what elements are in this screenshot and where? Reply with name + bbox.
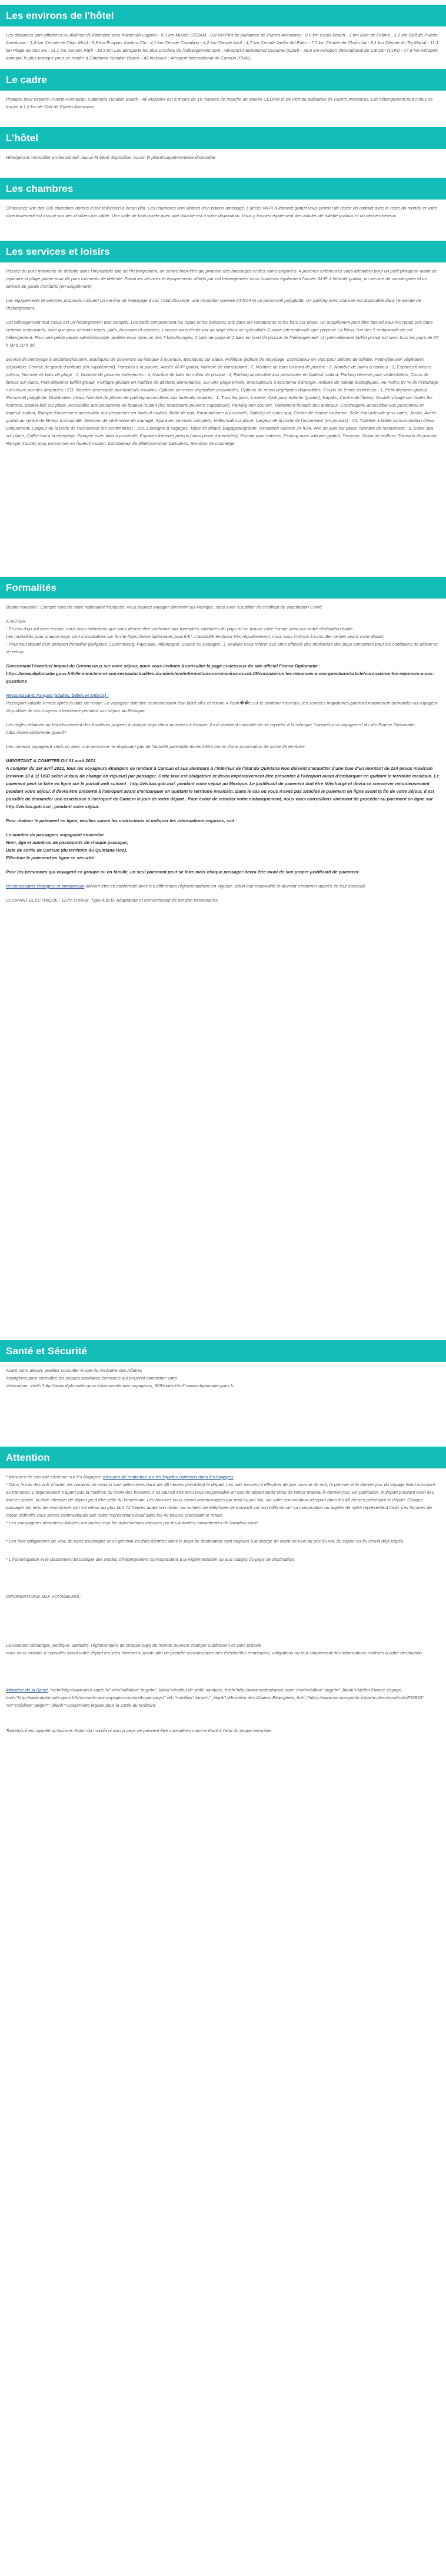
section-attention (0, 1447, 446, 2092)
section-title-cadre: Le cadre (0, 69, 446, 91)
attention-text-5: La situation climatique, politique, sanitaire, réglementaire de chaque pays du monde pouvant changer subitement et sans préavis nous vous invitons à consulter avant votre départ les sites Internet suivants afin de prendre connaissance des éventuelles restrictions, obligations ou tout simplement des informations relatives à votre destination. (6, 1643, 424, 1656)
section-chambres (0, 178, 446, 238)
formalites-text-4: Passeport valable 6 mois après la date de retour. Le voyageur doit être en possession d'un billet aller et retour. A l'entr��e sur le territoire mexicain, les services migratoires pourront notamment demander au voyageur de justifier de ses moyens d'existence pendant son séjour au Mexique. (6, 700, 438, 713)
attention-text-1a: * Mesures de sécurité aérienne sur les bagages: (6, 1474, 104, 1480)
attention-sante-link[interactable]: Ministère de la Santé (6, 1687, 48, 1693)
services-text-1: Passez de purs moments de détente dans l'incroyable spa de l'hébergement, un centre bien-être qui propose des massages et des soins corporels. 4 piscines extérieures vous attendent pour un petit plongeon avant de rejoindre la plage privée pour de purs moments de détente. Parmi les services et équipements offerts par cet hébergement vous trouverez également l'accès Wi-Fi à Internet gratuit, un service de conciergerie et un service de garde d'enfants (en supplément). (6, 268, 437, 289)
attention-text-1b: . * Dans le cas des vols charter, les horaires de ceux-ci sont déterminés dans les 48 heures précédent le départ. Les vols peuvent s'effectuer de jour comme de nuit, le premier et le dernier jour du voyage étant consacré au transport. L'organisateur n'ayant pas la maîtrise du choix des horaires, il se saurait être tenu pour responsable en cas de départ tardif et/ou de retour matinal le dernier jour. En particulier, le départ pouvant avoir lieu tard en soirée, la date effective de départ peut être celle du lendemain. Les horaires vous seront communiqués par mail ou par fax, sur votre convocation aéroport dans les 48 heures précédant le départ. Chaque passager est tenu de reconfirmer son vol retour au plus tard 72 heures avant son retour au numéro de téléphone se trouvant sur son billet ou sur sa convocation ou auprès de notre représentant local. Les horaires de retour définitifs vous seront communiqués par notre représentant local dans les 48 heures précédant le retour. * Les compagnies aériennes utilisées ont toutes reçu les autorisations requises par les autorités compétentes de l'aviation civile. (6, 1474, 435, 1525)
formalites-important-title: IMPORTANT A COMPTER DU 01 avril 2021 (6, 758, 95, 763)
section-title-environs: Les environs de l'hôtel (0, 5, 446, 26)
hotel-text: Hôte/gérant immobilier professionnel, Aucun lit bébé disponible, Aucun lit pliant/supplémentaire disponible (6, 155, 215, 160)
formalites-text-5: Les règles relatives au franchissement des frontières propres à chaque pays étant amenées à évoluer, il est vivement conseillé de se reporter à la rubrique "conseils aux voyageurs" du site France Diplomatie, https://www.diplomatie.gouv.fr/. (6, 722, 416, 735)
section-title-chambres: Les chambres (0, 178, 446, 200)
environs-text: Les distances sont affichées au dixième de kilomètre près Kantenah Lagoon - 0,3 km Musée CEDAM - 0,8 km Port de plaisance de Puerto Aventuras - 0,9 km Oasis Beach - 1 km Baie de Fatima - 1,2 km Golf de Puerto Aventuras - 1,4 km Cénote de Chac Mool - 3,9 km Écoparc Kantun Chi - 4,1 km Cénote Cristalino - 4,2 km Cénote Azul - 4,7 km Cénote Jardin del Eden - 7,7 km Cénote de Chikin-ha - 8,1 km Cénote du Taj Mahal - 11,1 km Plage de Xpu Ha - 11,1 km Xenses Park - 16,3 km Les aéroports les plus proches de l'hébergement sont : Aéroport international Cozumel (CZM) - 39,6 km Aéroport international de Cancún (CUN) - 77,8 km Aéroport principal le plus pratique pour se rendre à Catalonia Yucatan Beach - All Inclusive : Aéroport international de Cancún (CUN). (6, 32, 439, 61)
section-title-services: Les services et loisirs (0, 241, 446, 262)
section-sante (0, 1340, 446, 1444)
attention-text-2: * Les frais obligatoires de visa, de carte touristique et en général les frais d'entrée dans le pays de destination sont toujours à la charge du client en plus du prix du vol, du séjour ou du circuit déjà réglés. (6, 1538, 405, 1544)
formalites-ressortissants-link[interactable]: Ressortissants français (adultes, bébés et enfants) : (6, 693, 109, 698)
section-services (0, 241, 446, 574)
formalites-text-3: Concernant l'évantuel impact du Coronavirus sur votre séjour, nous vous invitons à consulter la page ci-dessous du site officiel France Diplomatie : https://www.diplomatie.gouv.fr/fr/le-ministere-et-son-reseau/actualites-du-ministere/informations-coronavirus-covid-19/coronavirus-les-reponses-a-vos-questions/article/coronavirus-les-reponses-a-vos-questions (6, 663, 434, 684)
attention-text-4: INFORMATIONS AUX VOYAGEURS : (6, 1594, 82, 1599)
formalites-text-7: A compter du 1er avril 2021, tous les voyageurs étrangers se rendant à Cancun et aux alentours à l'intérieur de l'état du Quintana Roo doivent s'acquitter d'une taxe d'un montant de 224 pesos mexicain (environ 10 à 11 USD selon le taux de change en vigueur) par passager. Cette taxe est obligatoire et devra impérativement être présentée à l'aéroport avant d'embarquer en quittant le territoire mexicain. Le paiement peut se faire en ligne sur le portail web suivant : http://visitax.gob.mx/, pendant votre séjour au Mexique. Le justificatif de paiement doit être téléchargé et devra se conserver minutieusement pendant votre séjour. Il devra être présenté à l'aéroport avant d'embarquer en quittant le territoire mexicain. Dans le cas où vous n'avez pas anticipé le paiement en ligne avant la fin de votre séjour, il est possible de demander une assistance à l'aéroport de Cancun le jour de votre départ . Pour éviter de retarder votre embarquement, nous vous conseillons vivement de procéder au paiement en ligne sur http://visitax.gob.mx/ , pendant votre séjour. (6, 766, 440, 809)
formalites-text-12: COURANT ELECTRIQUE : 127V et 60Hz. Type A et B. Adaptateur et convertisseur de tension nécessaires. (6, 898, 219, 903)
sante-text: Avant votre départ, veuillez consulter le site du ministère des Affaires étrangères pour connaître les risques sanitaires éventuels qui peuvent concerner votre destination : href="http://www.diplomatie.gouv.fr/fr/conseils-aux-voyageurs_909/index.html">www.diplomatie.gouv.fr (6, 1368, 234, 1388)
formalites-text-2: A NOTER - En cas d'un vol avec escale, nous vous informons que vous devrez être conforme aux formalités sanitaires du pays où se trouve votre escale ainsi que votre destination finale. Les modalités pour chaque pays sont consultables sur le site https://www.diplomatie.gouv.fr/fr/. L'actualité évoluant très régulièrement, nous vous invitons à consulter ce lien avant votre départ. - Pour tout départ d'un aéroport frontalier (Belgique, Luxembourg, Pays-Bas, Allemagne, Suisse ou Espagne...), veuillez vous référer aux sites officiels des ministères des pays concernés pour les conditions de départ et de retour. (6, 619, 438, 654)
formalites-text-6: Les mineurs voyageant seuls ou avec une personne ne disposant pas de l'autorité parentale doivent être munis d'une autorisation de sortie de territoire. (6, 744, 306, 749)
formalites-text-8: Pour réaliser le paiement en ligne, veuillez suivre les instructions et indiquer les informations requises, soit : (6, 818, 237, 823)
attention-text-6: , href="http://www.invs.sante.fr/" rel="nofollow" target="_blank">Institut de veille sanitaire, href="http://www.meteofrance.com" rel="nofollow" target="_blank">Météo France Voyage, href="http://www.diplomatie.gouv.fr/fr/conseils-aux-voyageurs/conseils-par-pays/" rel="nofollow" target="_blank">Ministère des Affaires Etrangères, href="https://www.service-public.fr/particuliers/vosdroits/F32833" rel="nofollow" target="_blank">Documents légaux pour la sortie du territoire. (6, 1687, 424, 1708)
chambres-text: Choisissez une des 205 chambres dotées d'une télévision à écran plat. Les chambres sont dotées d'un balcon aménagé. L'accès Wi-Fi à Internet gratuit vous permet de rester en contact avec le reste du monde et votre divertissement est assuré par des chaînes par câble. Une salle de bain privée avec une douche est à votre disposition. Vous y trouvez également des articles de toilette gratuits et un sèche-cheveux. (6, 205, 438, 218)
attention-text-7: Toutefois il est rappelé qu'aucune région du monde ni aucun pays ne peuvent être considérés comme étant à l'abri du risque terroriste. (6, 1728, 272, 1733)
section-formalites (0, 577, 446, 1340)
section-title-attention: Attention (0, 1447, 446, 1468)
formalites-text-9: Le nombre de passagers voyageant ensemble Nom, âge et numéros de passeports de chaque passager, Date de sortie de Cancun (du territoire du Quintana Roo), Effectuer le paiement en ligne en sécurité (6, 832, 128, 860)
section-title-formalites: Formalités (0, 577, 446, 599)
formalites-text-1: Bonne nouvelle : Compte tenu de votre nationalité française, vous pouvez voyager librement au Mexique, sans avoir à justifier de certificat de vaccination Covid. (6, 604, 323, 610)
formalites-etrangers-link[interactable]: Ressortissants étrangers et binationaux (6, 883, 85, 889)
attention-liquides-link[interactable]: mesures de restriction sur les liquides contenus dans les bagages (103, 1474, 234, 1480)
section-environs (0, 5, 446, 68)
section-title-sante: Santé et Sécurité (0, 1340, 446, 1362)
services-text-3: Cet hébergement tout inclus est un hébergement tout compris. Les tarifs comprennent les repas et les boissons pris dans les restaurants et les bars sur place. Un supplément peut être facturé pour les repas pris dans certains restaurants, ainsi que pour certains repas, plats, boissons et services. Laissez-vous tenter par un large choix de spécialités Cuisine internationale que propose La Brisa, l'un des 5 restaurants de cet hébergement. Pour une petite pause rafraîchissante, arrêtez-vous dans un des 7 bars/lounges, 2 bars de plage et 2 bars en bord de piscine de l'hébergement. Un petit-déjeuner buffet gratuit est servi tous les jours de 07 h 00 à 10 h 30. (6, 320, 439, 348)
section-title-hotel: L'hôtel (0, 127, 446, 149)
services-text-4: Service de nettoyage à sec/blanchisserie, Boutiques de souvenirs ou kiosque à journaux, Boutiques sur place, Politique globale de recyclage, Distributeur en vrac pour articles de toilette, Petit-déjeuner végétarien disponible, Service de garde d'enfants (en supplément), Parasols à la piscine, Accès Wi-Fi gratuit, Nombre de bars/salons : 7, Nombre de bars en bord de piscine : 2, Nombre de bains à remous : 1, Espaces fumeurs prévus, Nombre de bars de plage : 2, Nombre de piscines extérieures : 4, Nombre de bars en milieu de piscine : 2, Parking accessible aux personnes en fauteuil roulant, Parking réservé pour visites/hôtes, Cours de fitness sur place, Petit-déjeuner buffet gratuit, Politique globale en matière de déchets alimentaires, Sur une plage privée, Interrupteurs à économie d'énergie, Articles de toilette écologiques, Au moins 80 % de l'éclairage est assuré par des ampoules LED, Navette accessible aux fauteuils roulants, Options de menu végétalien disponibles, Options de menu végétarien disponibles, Courts de tennis extérieurs : 1, Petit-déjeuner gratuit, Personnel polyglotte, Distributeur d'eau, Nombre de places de parking accessibles aux fauteuils roulants : 1, Tous les jours, Laverie, Club pour enfants (gratuit), Kayaks, Centre de fitness, Double vitrage sur toutes les fenêtres, Basket-ball sur place, Accessible aux personnes en fauteuil roulant (les restrictions peuvent s'appliquer), Parking non couvert, Traitement humain des animaux, Conciergerie accessible aux personnes en fauteuil roulant, Rampe d'ascenseur accessible aux personnes en fauteuil roulant, Boîte de nuit, Parachutisme à proximité, Salle(s) de soins spa, Centre de remise en forme, Salle d'arcades/de jeux vidéo, Jardin, Accès gratuit au centre de fitness à proximité, Services de cérémonie de mariage, Spa avec services complets, Volley-ball sur place, Largeur de la porte de l'ascenseur (en pouces) : 40, Toilettes à faible consommation d'eau uniquement, Largeur de la porte de l'ascenseur (en centimètres) : 100, Consigne à bagages, Table de billard, Bagagiste/groom, Réception ouverte 24 h/24, Aire de jeux sur place, Nombre de restaurants : 5, Soins spa sur place, Coffre-fort à la réception, Plongée avec tuba à proximité, Espaces fumeurs prévus (sous peine d'amendes), Piscine pour enfants, Parking avec voiturier gratuit, Terrasse, Salon de coiffure, Transats de piscine, Rampe d'accès pour personnes en fauteuil roulant, Distributeur de billets/services bancaires, Services de concierge (6, 357, 439, 446)
services-text-2: Les équipements et services proposés incluent un service de nettoyage à sec / blanchisserie, une réception ouverte 24 h/24 et un personnel polyglotte. Un parking avec voiturier est disponible dans l'enceinte de l'hébergement. (6, 298, 421, 311)
formalites-text-11: doivent être en conformité avec les différentes réglementations en vigueur, selon leur nationalité et devront s'informer auprès de leur consulat. (84, 883, 367, 889)
cadre-text: Pratique pour explorer Puerto Aventuras, Catalonia Yucatan Beach - All Inclusive est à moins de 15 minutes de marche de Musée CEDAM et de Port de plaisance de Puerto Aventuras. Cet hébergement tout inclus se trouve à 1,6 km de Golf de Puerto Aventuras. (6, 97, 433, 109)
section-cadre (0, 69, 446, 124)
formalites-text-10: Pour les personnes qui voyagent en groupe ou en famille, un seul paiement peut se faire mais chaque passager devra être muni de son propre justificatif de paiement. (6, 869, 360, 875)
attention-text-3: * L'homologation et le classement touristique des modes d'hébergement correspondent à la réglementation ou aux usages du pays de destination. (6, 1557, 295, 1562)
section-hotel (0, 127, 446, 172)
